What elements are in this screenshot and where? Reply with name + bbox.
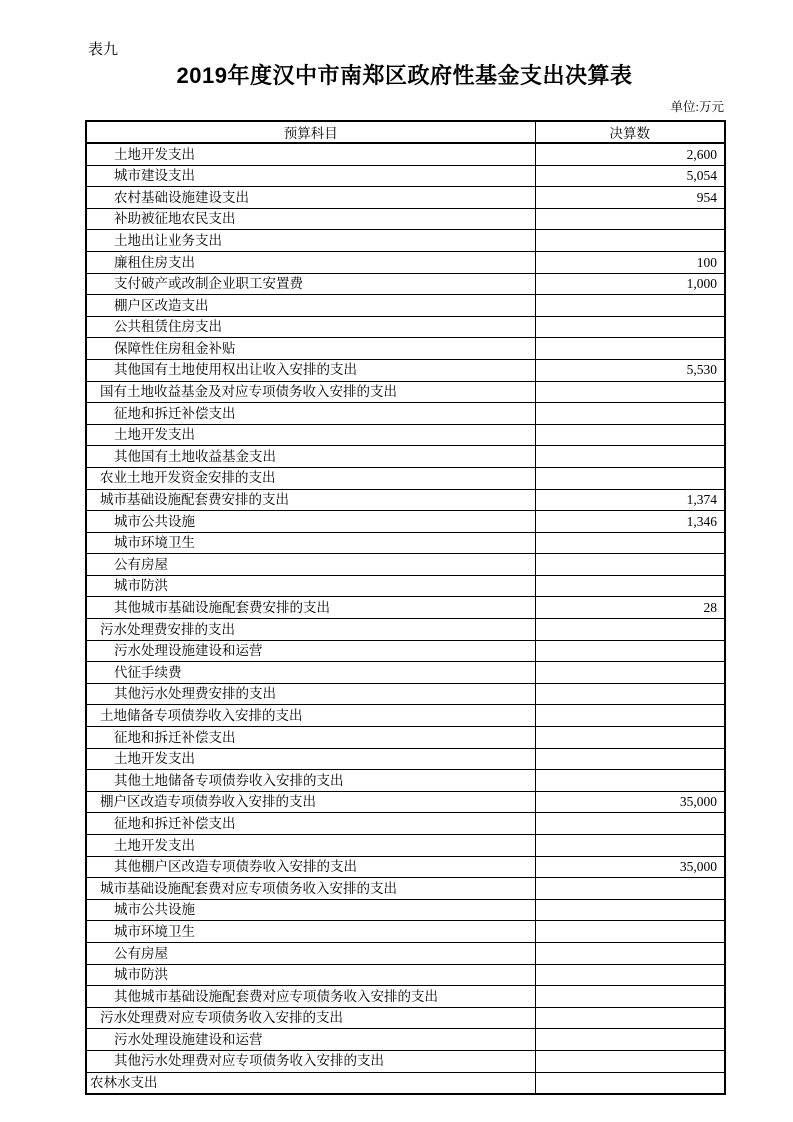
table-row	[86, 575, 725, 597]
budget-item-label: 公有房屋	[86, 942, 535, 964]
final-amount-value	[535, 942, 725, 964]
final-amount-value	[535, 813, 725, 835]
budget-item-label: 其他棚户区改造专项债券收入安排的支出	[86, 856, 535, 878]
final-amount-value	[535, 878, 725, 900]
final-amount-value: 1,374	[535, 489, 725, 511]
table-row	[86, 878, 725, 900]
column-header-final-amount: 决算数	[535, 121, 725, 143]
table-row	[86, 597, 725, 619]
budget-item-label: 支付破产或改制企业职工安置费	[86, 273, 535, 295]
budget-item-label: 污水处理设施建设和运营	[86, 640, 535, 662]
table-row	[86, 1029, 725, 1051]
table-row	[86, 835, 725, 857]
budget-item-label: 城市公共设施	[86, 511, 535, 533]
final-amount-value	[535, 424, 725, 446]
final-amount-value	[535, 1007, 725, 1029]
table-row	[86, 856, 725, 878]
budget-item-label: 棚户区改造支出	[86, 295, 535, 317]
final-amount-value	[535, 748, 725, 770]
budget-item-label: 公有房屋	[86, 554, 535, 576]
table-row	[86, 467, 725, 489]
final-amount-value	[535, 662, 725, 684]
budget-item-label: 其他国有土地收益基金支出	[86, 446, 535, 468]
final-amount-value	[535, 1029, 725, 1051]
final-amount-value	[535, 230, 725, 252]
table-row	[86, 727, 725, 749]
budget-item-label: 公共租赁住房支出	[86, 316, 535, 338]
final-amount-value	[535, 835, 725, 857]
final-amount-value: 5,054	[535, 165, 725, 187]
table-row	[86, 748, 725, 770]
budget-item-label: 城市环境卫生	[86, 921, 535, 943]
table-row	[86, 662, 725, 684]
table-row	[86, 899, 725, 921]
table-row	[86, 683, 725, 705]
table-header-row	[86, 121, 725, 143]
budget-item-label: 棚户区改造专项债券收入安排的支出	[86, 791, 535, 813]
final-amount-value: 35,000	[535, 856, 725, 878]
final-amount-value	[535, 921, 725, 943]
final-amount-value	[535, 619, 725, 641]
table-row	[86, 1072, 725, 1094]
table-row	[86, 208, 725, 230]
table-row	[86, 532, 725, 554]
budget-item-label: 城市基础设施配套费对应专项债务收入安排的支出	[86, 878, 535, 900]
final-amount-value: 954	[535, 187, 725, 209]
budget-item-label: 其他污水处理费安排的支出	[86, 683, 535, 705]
table-row	[86, 511, 725, 533]
budget-item-label: 征地和拆迁补偿支出	[86, 727, 535, 749]
table-row	[86, 1050, 725, 1072]
table-row	[86, 446, 725, 468]
final-amount-value	[535, 964, 725, 986]
budget-item-label: 城市公共设施	[86, 899, 535, 921]
table-row	[86, 359, 725, 381]
table-row	[86, 554, 725, 576]
budget-item-label: 土地开发支出	[86, 748, 535, 770]
table-row	[86, 489, 725, 511]
table-row	[86, 187, 725, 209]
final-amount-value: 1,000	[535, 273, 725, 295]
budget-item-label: 廉租住房支出	[86, 251, 535, 273]
table-row	[86, 338, 725, 360]
final-amount-value	[535, 316, 725, 338]
final-amount-value	[535, 1050, 725, 1072]
budget-item-label: 城市防洪	[86, 964, 535, 986]
budget-item-label: 其他城市基础设施配套费安排的支出	[86, 597, 535, 619]
table-row	[86, 143, 725, 165]
final-amount-value	[535, 554, 725, 576]
final-amount-value	[535, 208, 725, 230]
budget-expenditure-table	[85, 120, 726, 1095]
budget-item-label: 污水处理费安排的支出	[86, 619, 535, 641]
budget-item-label: 土地储备专项债券收入安排的支出	[86, 705, 535, 727]
budget-item-label: 其他污水处理费对应专项债务收入安排的支出	[86, 1050, 535, 1072]
budget-item-label: 污水处理费对应专项债务收入安排的支出	[86, 1007, 535, 1029]
final-amount-value: 100	[535, 251, 725, 273]
budget-item-label: 农业土地开发资金安排的支出	[86, 467, 535, 489]
budget-item-label: 城市防洪	[86, 575, 535, 597]
unit-note: 单位:万元	[670, 100, 724, 114]
final-amount-value	[535, 446, 725, 468]
table-row	[86, 986, 725, 1008]
budget-item-label: 土地开发支出	[86, 835, 535, 857]
table-row	[86, 1007, 725, 1029]
budget-item-label: 土地开发支出	[86, 424, 535, 446]
final-amount-value: 28	[535, 597, 725, 619]
table-row	[86, 921, 725, 943]
table-row	[86, 964, 725, 986]
budget-item-label: 城市环境卫生	[86, 532, 535, 554]
column-header-budget-subject: 预算科目	[86, 121, 535, 143]
final-amount-value	[535, 986, 725, 1008]
final-amount-value	[535, 338, 725, 360]
final-amount-value	[535, 899, 725, 921]
budget-item-label: 代征手续费	[86, 662, 535, 684]
budget-item-label: 征地和拆迁补偿支出	[86, 403, 535, 425]
final-amount-value	[535, 705, 725, 727]
table-row	[86, 381, 725, 403]
table-row	[86, 316, 725, 338]
final-amount-value: 1,346	[535, 511, 725, 533]
table-row	[86, 251, 725, 273]
final-amount-value	[535, 640, 725, 662]
final-amount-value	[535, 381, 725, 403]
final-amount-value	[535, 1072, 725, 1094]
table-row	[86, 424, 725, 446]
budget-item-label: 其他土地储备专项债券收入安排的支出	[86, 770, 535, 792]
final-amount-value	[535, 770, 725, 792]
table-row	[86, 619, 725, 641]
table-row	[86, 640, 725, 662]
budget-item-label: 城市建设支出	[86, 165, 535, 187]
budget-item-label: 农林水支出	[86, 1072, 535, 1094]
table-body	[86, 143, 725, 1094]
budget-item-label: 污水处理设施建设和运营	[86, 1029, 535, 1051]
budget-item-label: 土地出让业务支出	[86, 230, 535, 252]
table-row	[86, 403, 725, 425]
final-amount-value	[535, 575, 725, 597]
table-row	[86, 705, 725, 727]
budget-item-label: 土地开发支出	[86, 143, 535, 165]
final-amount-value	[535, 532, 725, 554]
final-amount-value	[535, 727, 725, 749]
table-row	[86, 770, 725, 792]
table-row	[86, 813, 725, 835]
budget-item-label: 征地和拆迁补偿支出	[86, 813, 535, 835]
final-amount-value	[535, 683, 725, 705]
table-row	[86, 791, 725, 813]
final-amount-value	[535, 467, 725, 489]
budget-item-label: 国有土地收益基金及对应专项债务收入安排的支出	[86, 381, 535, 403]
page-title: 2019年度汉中市南郑区政府性基金支出决算表	[176, 63, 633, 88]
budget-item-label: 补助被征地农民支出	[86, 208, 535, 230]
table-row	[86, 295, 725, 317]
table-row	[86, 165, 725, 187]
table-row	[86, 942, 725, 964]
table-row	[86, 273, 725, 295]
final-amount-value: 5,530	[535, 359, 725, 381]
budget-item-label: 农村基础设施建设支出	[86, 187, 535, 209]
budget-item-label: 保障性住房租金补贴	[86, 338, 535, 360]
table-number-label: 表九	[88, 41, 119, 58]
budget-item-label: 其他城市基础设施配套费对应专项债务收入安排的支出	[86, 986, 535, 1008]
table-row	[86, 230, 725, 252]
final-amount-value	[535, 403, 725, 425]
budget-item-label: 其他国有土地使用权出让收入安排的支出	[86, 359, 535, 381]
final-amount-value: 2,600	[535, 143, 725, 165]
budget-item-label: 城市基础设施配套费安排的支出	[86, 489, 535, 511]
final-amount-value	[535, 295, 725, 317]
final-amount-value: 35,000	[535, 791, 725, 813]
